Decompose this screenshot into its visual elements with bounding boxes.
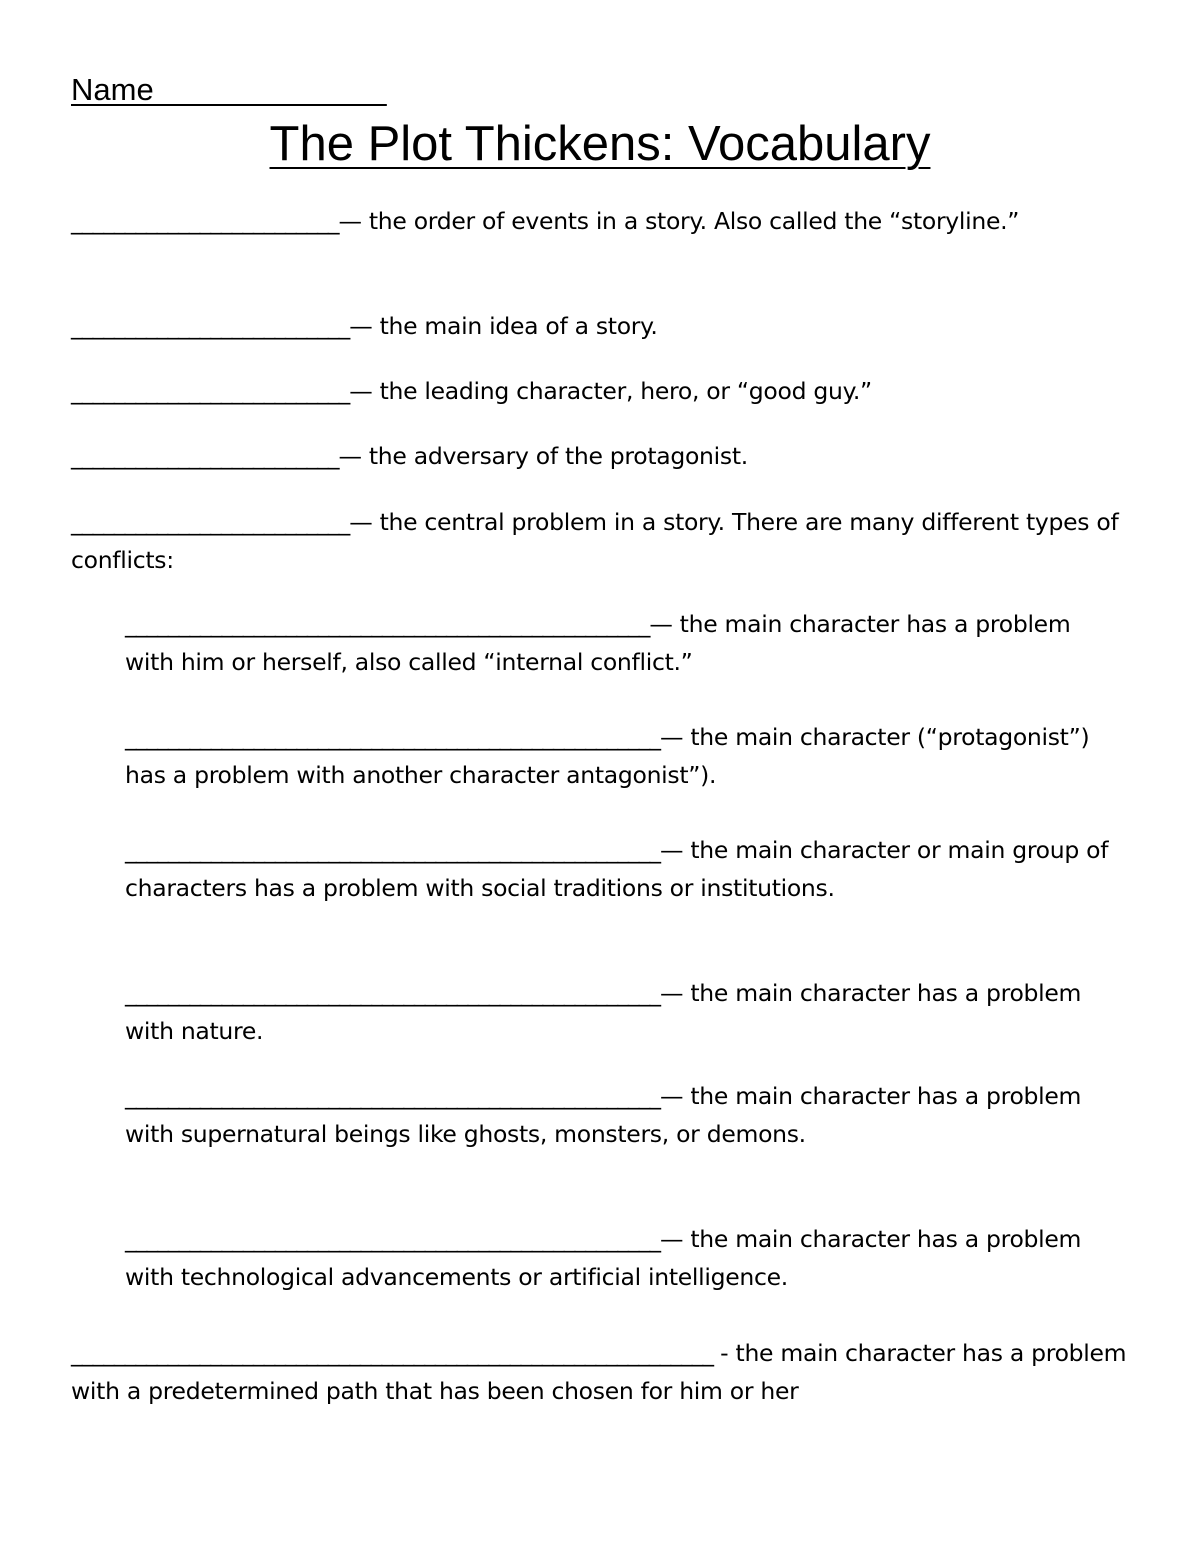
vocab-entry-conflict	[71, 503, 1131, 579]
name-field[interactable]: Name _____________	[71, 72, 387, 107]
definition-text: — the main character or main group of characters has a problem with social traditions or institutions.	[125, 836, 1109, 902]
vocab-entry-theme	[71, 307, 1131, 345]
vocab-entry-protagonist	[71, 372, 1131, 410]
page-title: The Plot Thickens: Vocabulary	[269, 117, 931, 171]
vocab-entry-antagonist	[71, 437, 1131, 475]
definition-text: — the main character has a problem with him or herself, also called “internal conflict.”	[125, 610, 1071, 676]
definition-text: — the leading character, hero, or “good guy.”	[349, 377, 872, 405]
conflict-type-entry	[125, 1077, 1125, 1153]
definition-text: — the main idea of a story.	[349, 312, 658, 340]
definition-text: — the adversary of the protagonist.	[338, 442, 748, 470]
answer-blank[interactable]: __________________________	[71, 312, 350, 340]
answer-blank[interactable]: _________________________________________________	[125, 610, 650, 638]
answer-blank[interactable]: __________________________________________________	[125, 1225, 661, 1253]
answer-blank[interactable]: __________________________________________________	[125, 836, 661, 864]
answer-blank[interactable]: __________________________________________________	[125, 1082, 661, 1110]
conflict-type-entry	[125, 605, 1085, 681]
conflict-type-entry	[125, 974, 1125, 1050]
conflict-type-entry	[125, 718, 1125, 794]
answer-blank[interactable]: _________________________	[71, 442, 339, 470]
answer-blank[interactable]: ____________________________________________________________	[71, 1339, 714, 1367]
answer-blank[interactable]: __________________________________________________	[125, 979, 661, 1007]
definition-text: — the main character has a problem with technological advancements or artificial intelligence.	[125, 1225, 1082, 1291]
conflict-type-entry	[125, 831, 1125, 907]
answer-blank[interactable]: __________________________	[71, 377, 350, 405]
answer-blank[interactable]: __________________________________________________	[125, 723, 661, 751]
definition-text: — the central problem in a story. There are many different types of conflicts:	[71, 508, 1119, 574]
vocab-entry-plot	[71, 202, 1131, 240]
definition-text: — the main character has a problem with nature.	[125, 979, 1082, 1045]
answer-blank[interactable]: __________________________	[71, 508, 350, 536]
vocab-entry-fate	[71, 1334, 1131, 1410]
definition-text: — the main character (“protagonist”) has a problem with another character antagonist”).	[125, 723, 1090, 789]
answer-blank[interactable]: _________________________	[71, 207, 339, 235]
definition-text: — the order of events in a story. Also called the “storyline.”	[338, 207, 1020, 235]
conflict-type-entry	[125, 1220, 1125, 1296]
definition-text: - the main character has a problem with a predetermined path that has been chosen for him or her	[71, 1339, 1127, 1405]
definition-text: — the main character has a problem with supernatural beings like ghosts, monsters, or demons.	[125, 1082, 1082, 1148]
